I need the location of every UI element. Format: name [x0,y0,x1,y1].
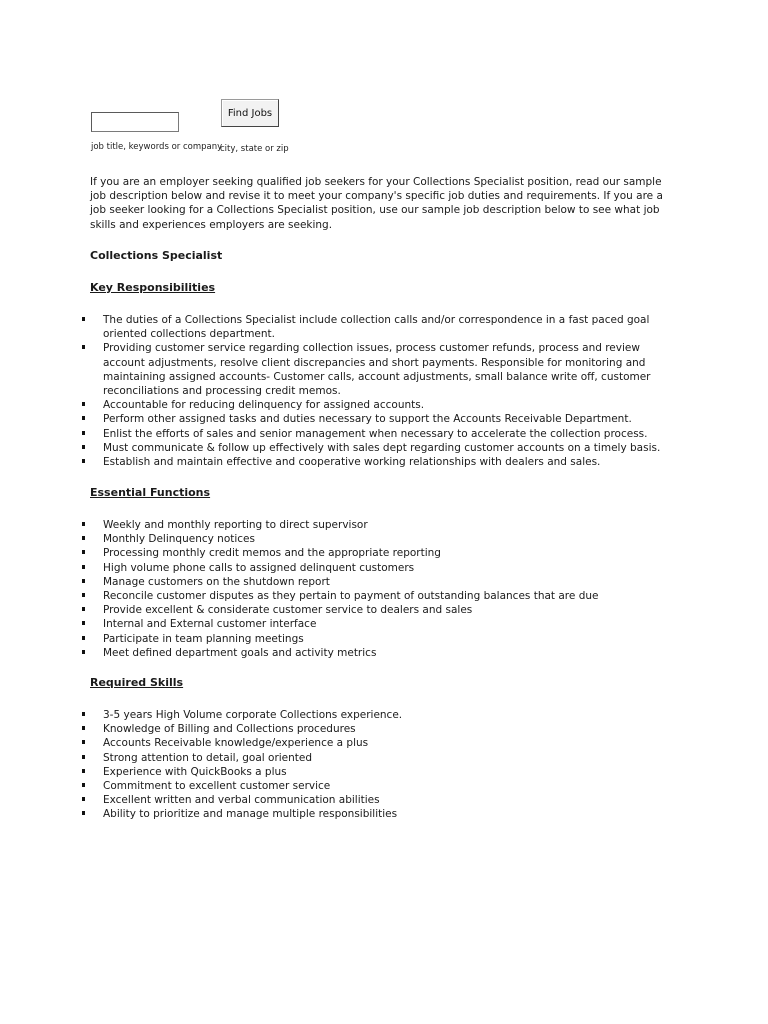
list-item: Ability to prioritize and manage multiple responsibilities [80,807,680,821]
list-item: The duties of a Collections Specialist include collection calls and/or correspondence in a fast paced goal oriented collections department. [80,313,680,341]
location-field-hint: city, state or zip [220,144,289,154]
essential-functions-list [80,518,680,660]
find-jobs-button[interactable]: Find Jobs [221,99,279,127]
essential-functions-heading: Essential Functions [90,486,211,499]
list-item: Providing customer service regarding collection issues, process customer refunds, process and review account adjustments, resolve client discrepancies and short payments. Responsible for monitoring and maintaining assigned accounts- Customer calls, account adjustments, small balance write off, customer reconciliations and processing credit memos. [80,341,680,398]
list-item: Accountable for reducing delinquency for assigned accounts. [80,398,680,412]
list-item: Excellent written and verbal communication abilities [80,793,680,807]
list-item: Meet defined department goals and activity metrics [80,646,680,660]
list-item: Must communicate & follow up effectively with sales dept regarding customer accounts on a timely basis. [80,441,680,455]
list-item: 3-5 years High Volume corporate Collections experience. [80,708,680,722]
list-item: Strong attention to detail, goal oriented [80,751,680,765]
list-item: Processing monthly credit memos and the appropriate reporting [80,546,680,560]
list-item: Knowledge of Billing and Collections procedures [80,722,680,736]
required-skills-heading: Required Skills [90,676,184,689]
list-item: Monthly Delinquency notices [80,532,680,546]
keyword-search-input[interactable] [91,112,179,132]
list-item: Enlist the efforts of sales and senior management when necessary to accelerate the collection process. [80,427,680,441]
job-title: Collections Specialist [90,249,223,262]
list-item: Manage customers on the shutdown report [80,575,680,589]
key-responsibilities-heading: Key Responsibilities [90,281,216,294]
list-item: Experience with QuickBooks a plus [80,765,680,779]
list-item: Commitment to excellent customer service [80,779,680,793]
intro-paragraph: If you are an employer seeking qualified job seekers for your Collections Specialist position, read our sample job description below and revise it to meet your company's specific job duties and requirements. If you are a job seeker looking for a Collections Specialist position, use our sample job description below to see what job skills and experiences employers are seeking. [90,176,663,231]
list-item: Establish and maintain effective and cooperative working relationships with dealers and sales. [80,455,680,469]
list-item: High volume phone calls to assigned delinquent customers [80,561,680,575]
list-item: Perform other assigned tasks and duties necessary to support the Accounts Receivable Department. [80,412,680,426]
list-item: Accounts Receivable knowledge/experience a plus [80,736,680,750]
required-skills-list [80,708,680,822]
list-item: Provide excellent & considerate customer service to dealers and sales [80,603,680,617]
list-item: Participate in team planning meetings [80,632,680,646]
list-item: Weekly and monthly reporting to direct supervisor [80,518,680,532]
keyword-field-hint: job title, keywords or company [91,142,223,152]
list-item: Reconcile customer disputes as they pertain to payment of outstanding balances that are due [80,589,680,603]
key-responsibilities-list [80,313,680,469]
list-item: Internal and External customer interface [80,617,680,631]
